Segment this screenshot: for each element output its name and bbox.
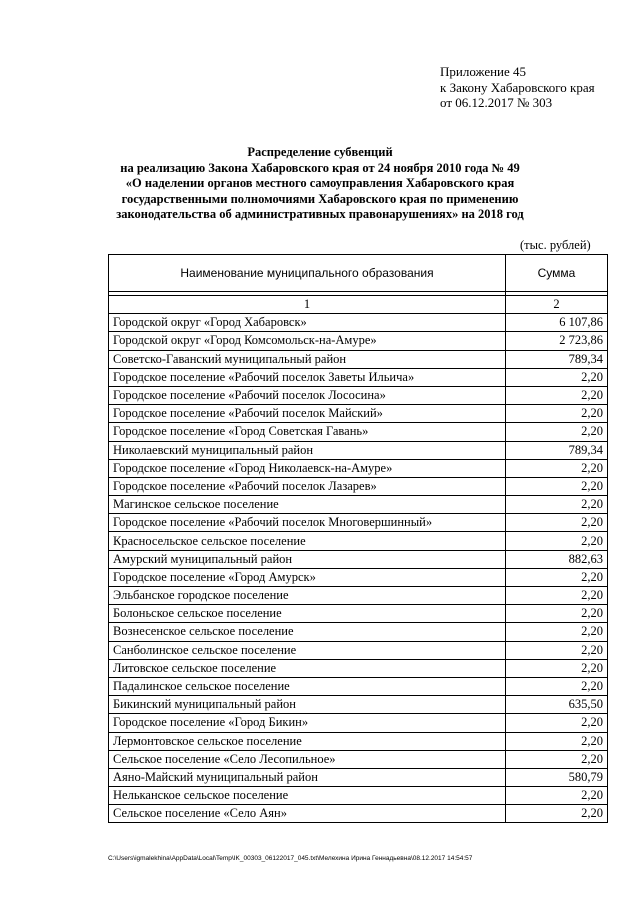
title-line-4: государственными полномочиями Хабаровского края по применению xyxy=(121,191,519,206)
municipality-name: Аяно-Майский муниципальный район xyxy=(109,768,506,786)
municipality-name: Городской округ «Город Хабаровск» xyxy=(109,314,506,332)
municipality-name: Нельканское сельское поселение xyxy=(109,787,506,805)
municipality-name: Городское поселение «Город Бикин» xyxy=(109,714,506,732)
subvention-sum: 2,20 xyxy=(506,423,608,441)
table-row xyxy=(109,623,608,641)
municipality-name: Болоньское сельское поселение xyxy=(109,605,506,623)
annex-number: Приложение 45 xyxy=(440,64,527,79)
subvention-sum: 2,20 xyxy=(506,805,608,823)
table-row xyxy=(109,714,608,732)
header-name: Наименование муниципального образования xyxy=(109,255,506,292)
subvention-table xyxy=(108,254,608,823)
table-row xyxy=(109,423,608,441)
municipality-name: Городской округ «Город Комсомольск-на-Амуре» xyxy=(109,332,506,350)
subvention-sum: 2,20 xyxy=(506,641,608,659)
subvention-sum: 2,20 xyxy=(506,750,608,768)
municipality-name: Красносельское сельское поселение xyxy=(109,532,506,550)
table-row xyxy=(109,732,608,750)
subvention-sum: 2,20 xyxy=(506,532,608,550)
table-row xyxy=(109,587,608,605)
municipality-name: Городское поселение «Город Амурск» xyxy=(109,568,506,586)
table-row xyxy=(109,477,608,495)
file-path-footer: C:\Users\igmalekhina\AppData\Local\Temp\IK_00303_06122017_045.txt\Мелехина Ирина Геннадьевна\08.12.2017 14:54:57 xyxy=(108,855,473,862)
subvention-sum: 882,63 xyxy=(506,550,608,568)
municipality-name: Николаевский муниципальный район xyxy=(109,441,506,459)
municipality-name: Литовское сельское поселение xyxy=(109,659,506,677)
subvention-sum: 789,34 xyxy=(506,441,608,459)
municipality-name: Эльбанское городское поселение xyxy=(109,587,506,605)
subvention-sum: 2,20 xyxy=(506,496,608,514)
municipality-name: Лермонтовское сельское поселение xyxy=(109,732,506,750)
table-row xyxy=(109,441,608,459)
subvention-sum: 2,20 xyxy=(506,477,608,495)
table-row xyxy=(109,605,608,623)
title-line-3: «О наделении органов местного самоуправления Хабаровского края xyxy=(125,176,515,190)
header-sum: Сумма xyxy=(506,255,608,292)
column-number: 1 xyxy=(109,296,506,314)
table-row xyxy=(109,514,608,532)
municipality-name: Санболинское сельское поселение xyxy=(109,641,506,659)
subvention-sum: 789,34 xyxy=(506,350,608,368)
document-title xyxy=(100,145,540,223)
municipality-name: Городское поселение «Рабочий поселок Лососина» xyxy=(109,386,506,404)
table-row xyxy=(109,368,608,386)
subvention-sum: 2,20 xyxy=(506,605,608,623)
municipality-name: Городское поселение «Город Советская Гавань» xyxy=(109,423,506,441)
column-number-row xyxy=(109,296,608,314)
table-row xyxy=(109,750,608,768)
subvention-sum: 2 723,86 xyxy=(506,332,608,350)
table-row xyxy=(109,805,608,823)
subvention-sum: 2,20 xyxy=(506,368,608,386)
annex-law: к Закону Хабаровского края xyxy=(440,79,595,95)
municipality-name: Вознесенское сельское поселение xyxy=(109,623,506,641)
subvention-sum: 2,20 xyxy=(506,677,608,695)
subvention-sum: 2,20 xyxy=(506,714,608,732)
title-line-5: законодательства об административных правонарушениях» на 2018 год xyxy=(116,207,524,221)
table-row xyxy=(109,768,608,786)
subvention-sum: 2,20 xyxy=(506,787,608,805)
table-row xyxy=(109,641,608,659)
table-row xyxy=(109,696,608,714)
table-row xyxy=(109,350,608,368)
subvention-sum: 2,20 xyxy=(506,568,608,586)
table-row xyxy=(109,659,608,677)
municipality-name: Магинское сельское поселение xyxy=(109,496,506,514)
table-row xyxy=(109,677,608,695)
municipality-name: Падалинское сельское поселение xyxy=(109,677,506,695)
municipality-name: Амурский муниципальный район xyxy=(109,550,506,568)
table-row xyxy=(109,459,608,477)
subvention-sum: 635,50 xyxy=(506,696,608,714)
table-row xyxy=(109,405,608,423)
subvention-sum: 2,20 xyxy=(506,587,608,605)
table-row xyxy=(109,496,608,514)
subvention-sum: 580,79 xyxy=(506,768,608,786)
title-line-2: на реализацию Закона Хабаровского края от 24 ноября 2010 года № 49 xyxy=(120,160,520,175)
table-row xyxy=(109,550,608,568)
subvention-sum: 2,20 xyxy=(506,623,608,641)
municipality-name: Городское поселение «Рабочий поселок Многовершинный» xyxy=(109,514,506,532)
municipality-name: Городское поселение «Рабочий поселок Лазарев» xyxy=(109,477,506,495)
subvention-sum: 2,20 xyxy=(506,459,608,477)
table-row xyxy=(109,787,608,805)
subvention-sum: 6 107,86 xyxy=(506,314,608,332)
table-row xyxy=(109,568,608,586)
annex-reference xyxy=(440,64,595,111)
subvention-sum: 2,20 xyxy=(506,732,608,750)
table-row xyxy=(109,386,608,404)
subvention-sum: 2,20 xyxy=(506,514,608,532)
municipality-name: Сельское поселение «Село Аян» xyxy=(109,805,506,823)
subvention-sum: 2,20 xyxy=(506,386,608,404)
municipality-name: Городское поселение «Город Николаевск-на-Амуре» xyxy=(109,459,506,477)
annex-date: от 06.12.2017 № 303 xyxy=(440,95,553,110)
title-line-1: Распределение субвенций xyxy=(247,145,393,159)
municipality-name: Советско-Гаванский муниципальный район xyxy=(109,350,506,368)
municipality-name: Сельское поселение «Село Лесопильное» xyxy=(109,750,506,768)
column-number: 2 xyxy=(506,296,608,314)
units-label: (тыс. рублей) xyxy=(520,238,591,252)
municipality-name: Городское поселение «Рабочий поселок Майский» xyxy=(109,405,506,423)
table-row xyxy=(109,332,608,350)
table-row xyxy=(109,532,608,550)
table-row xyxy=(109,314,608,332)
municipality-name: Городское поселение «Рабочий поселок Заветы Ильича» xyxy=(109,368,506,386)
municipality-name: Бикинский муниципальный район xyxy=(109,696,506,714)
table-header-row xyxy=(109,255,608,292)
subvention-sum: 2,20 xyxy=(506,405,608,423)
subvention-sum: 2,20 xyxy=(506,659,608,677)
